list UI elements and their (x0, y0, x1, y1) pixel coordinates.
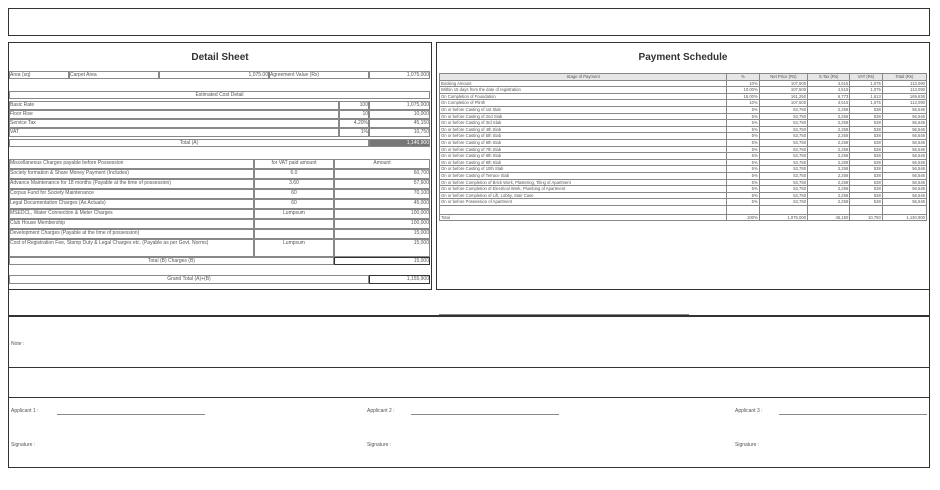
cost-cell: 10,000 (369, 110, 430, 119)
applicant-1-line[interactable] (57, 414, 205, 415)
table-row (440, 113, 927, 120)
misc-cell: Advance Maintenance for 18 months (Payable at the time of possession) (9, 179, 254, 189)
misc-header: for VAT paid amount (254, 159, 334, 169)
misc-total-value: 15,000 (334, 257, 430, 265)
total-cell: 10,750 (850, 214, 883, 221)
table-cell: 10.00% (727, 87, 759, 94)
applicant-2-line[interactable] (411, 414, 559, 415)
table-cell: 2,258 (808, 120, 850, 127)
misc-cell: 3.60 (254, 179, 334, 189)
table-row (440, 80, 927, 87)
table-cell: On or before Casting of 1st Slab (440, 106, 727, 113)
table-cell: 56,546 (882, 159, 926, 166)
table-cell: On or before Casting of 8th Slab (440, 153, 727, 160)
misc-header: Amount (334, 159, 430, 169)
table-cell: 53,750 (759, 113, 807, 120)
misc-cell: 45,000 (334, 199, 430, 209)
header-cell: 1,075.00 (159, 71, 269, 79)
table-cell: 53,750 (759, 146, 807, 153)
table-cell: 169,636 (882, 93, 926, 100)
table-cell: 53,750 (759, 172, 807, 179)
table-cell: 107,500 (759, 100, 807, 107)
table-cell: 56,546 (882, 120, 926, 127)
table-cell: On or before Casting of 4th Slab (440, 126, 727, 133)
table-cell: On Completion of Foundation (440, 93, 727, 100)
col-header: VAT (Rs) (850, 74, 883, 81)
table-cell: On or before Casting of 5th Slab (440, 133, 727, 140)
table-cell: 5% (727, 166, 759, 173)
signature-1-label: Signature : (11, 442, 36, 448)
table-cell: 53,750 (759, 139, 807, 146)
table-row (440, 153, 927, 160)
misc-cell: MSEDCL, Water Connection & Meter Charges (9, 209, 254, 219)
table-cell: 538 (850, 113, 883, 120)
col-header: Total (Rs) (882, 74, 926, 81)
total-cell: 1,130,900 (882, 214, 926, 221)
table-cell: 53,750 (759, 126, 807, 133)
table-cell: 107,500 (759, 87, 807, 94)
spacer-row (440, 205, 927, 214)
table-cell: 538 (850, 153, 883, 160)
header-cell: Carpet Area (69, 71, 159, 79)
misc-cell: 100,000 (334, 209, 430, 219)
cost-cell: 1,075,000 (369, 101, 430, 110)
applicant-2-label: Applicant 2 : (367, 408, 395, 414)
detail-sheet-panel (8, 42, 432, 290)
table-cell: 56,546 (882, 179, 926, 186)
misc-cell: 60 (254, 199, 334, 209)
notes-area (8, 316, 930, 368)
misc-cell: 70,100 (334, 189, 430, 199)
table-cell: 5% (727, 192, 759, 199)
table-cell: On or before Casting of 3rd Slab (440, 120, 727, 127)
table-cell: 538 (850, 159, 883, 166)
table-cell: 538 (850, 126, 883, 133)
table-row (440, 166, 927, 173)
table-cell: 2,258 (808, 113, 850, 120)
table-cell: 5% (727, 179, 759, 186)
table-cell: 5% (727, 139, 759, 146)
table-row (440, 133, 927, 140)
misc-header: Miscellaneous Charges payable before Possession (9, 159, 254, 169)
cost-total-value: 1,140,900 (369, 139, 430, 147)
table-cell: 538 (850, 186, 883, 193)
table-cell: 53,750 (759, 153, 807, 160)
table-cell: 4,515 (808, 87, 850, 94)
header-cell: Area (sq) (9, 71, 69, 79)
table-cell: 113,090 (882, 87, 926, 94)
table-cell: 2,258 (808, 153, 850, 160)
table-cell: 2,258 (808, 139, 850, 146)
table-cell: 538 (850, 199, 883, 206)
table-cell: 5% (727, 153, 759, 160)
detail-sheet-title: Detail Sheet (191, 52, 249, 63)
table-row (440, 199, 927, 206)
total-cell: 1,075,000 (759, 214, 807, 221)
table-cell: On or before Casting of 10th Slab (440, 166, 727, 173)
table-cell: 1,075 (850, 100, 883, 107)
payment-header-row (440, 74, 927, 81)
table-cell: On or before Casting of 6th Slab (440, 139, 727, 146)
table-cell: 2,258 (808, 159, 850, 166)
cost-cell: 10 (339, 110, 369, 119)
payment-schedule-table (439, 73, 927, 221)
table-cell: 5% (727, 106, 759, 113)
table-cell: 56,546 (882, 192, 926, 199)
table-row (440, 146, 927, 153)
misc-cell: Club House Membership (9, 219, 254, 229)
table-cell: 2,258 (808, 172, 850, 179)
table-cell: 1,075 (850, 80, 883, 87)
applicant-3-label: Applicant 3 : (735, 408, 763, 414)
cost-cell: VAT (9, 128, 339, 137)
table-cell: 53,750 (759, 106, 807, 113)
table-row (440, 186, 927, 193)
applicant-1-label: Applicant 1 : (11, 408, 39, 414)
table-cell: 1,613 (850, 93, 883, 100)
table-cell: 10% (727, 80, 759, 87)
grand-total-value: 1,155,900 (369, 275, 430, 284)
table-cell: 2,258 (808, 133, 850, 140)
table-row (440, 192, 927, 199)
table-row (440, 172, 927, 179)
table-cell: On or before Completion of Lift, Lobby, Stair Case (440, 192, 727, 199)
misc-cell: Development Charges (Payable at the time of possession) (9, 229, 254, 239)
misc-cell: 15,000 (334, 229, 430, 239)
cost-cell: 100 (339, 101, 369, 110)
misc-cell: Corpus Fund for Society Maintenance (9, 189, 254, 199)
table-cell: 2,258 (808, 179, 850, 186)
table-cell: 538 (850, 120, 883, 127)
cost-cell: Floor Rise (9, 110, 339, 119)
header-cell: Agreement Value (Rs) (269, 71, 369, 79)
col-header: Stage of Payment (440, 74, 727, 81)
col-header: Net Price (Rs) (759, 74, 807, 81)
misc-cell: Lumpsum (254, 239, 334, 257)
table-cell: 56,546 (882, 172, 926, 179)
table-cell: 56,546 (882, 139, 926, 146)
table-cell (808, 205, 850, 214)
table-cell: 113,090 (882, 100, 926, 107)
total-cell: 45,150 (808, 214, 850, 221)
table-cell (440, 205, 727, 214)
table-cell: Booking Amount (440, 80, 727, 87)
table-cell: 56,546 (882, 113, 926, 120)
table-cell: 53,750 (759, 179, 807, 186)
table-cell: On or before Casting of 7th Slab (440, 146, 727, 153)
cost-cell: 45,150 (369, 119, 430, 128)
table-cell (727, 205, 759, 214)
table-cell: 56,546 (882, 146, 926, 153)
col-header: S.Tax (Rs) (808, 74, 850, 81)
cost-cell: Basic Rate (9, 101, 339, 110)
notes-label: Note : (11, 341, 25, 347)
table-row (440, 87, 927, 94)
table-cell: 53,750 (759, 133, 807, 140)
cost-cell: Service Tax (9, 119, 339, 128)
table-cell: 538 (850, 146, 883, 153)
misc-cell: 15,000 (334, 239, 430, 257)
table-cell: On or before Casting of 9th Slab (440, 159, 727, 166)
table-cell: 56,546 (882, 153, 926, 160)
table-cell: 5% (727, 133, 759, 140)
applicant-3-line[interactable] (779, 414, 927, 415)
misc-cell: 60,700 (334, 169, 430, 179)
table-cell: 56,546 (882, 186, 926, 193)
cost-cell: 1% (339, 128, 369, 137)
table-row (440, 179, 927, 186)
table-cell: On or before Possession of Apartment (440, 199, 727, 206)
table-cell: 5% (727, 172, 759, 179)
table-row (440, 100, 927, 107)
misc-cell: Lumpsum (254, 209, 334, 219)
header-box (8, 8, 930, 36)
table-cell: 56,546 (882, 166, 926, 173)
table-cell: On Completion of Plinth (440, 100, 727, 107)
table-cell: 538 (850, 133, 883, 140)
table-cell: 5% (727, 113, 759, 120)
header-cell: 1,075,000 (369, 71, 430, 79)
table-cell: 113,090 (882, 80, 926, 87)
table-cell: Within 15 days from the date of registration (440, 87, 727, 94)
table-cell: 53,750 (759, 166, 807, 173)
table-cell: 538 (850, 106, 883, 113)
table-cell: On or before Casting of 2nd Slab (440, 113, 727, 120)
table-cell: 538 (850, 179, 883, 186)
misc-cell: 57,600 (334, 179, 430, 189)
table-row (440, 139, 927, 146)
misc-total-label: Total (B) Charges (B) (9, 257, 334, 265)
table-cell: 161,250 (759, 93, 807, 100)
signature-2-label: Signature : (367, 442, 392, 448)
payment-schedule-panel (436, 42, 930, 290)
payment-schedule-title: Payment Schedule (638, 52, 728, 63)
table-row (440, 159, 927, 166)
table-cell: 4,515 (808, 100, 850, 107)
misc-cell: Legal Documentation Charges (As Actuals) (9, 199, 254, 209)
misc-cell: Society formation & Share Money Payment (Includes) (9, 169, 254, 179)
table-cell: 2,258 (808, 192, 850, 199)
table-cell: 2,258 (808, 126, 850, 133)
cost-detail-title: Estimated Cost Detail (9, 91, 430, 99)
misc-cell: 60 (254, 189, 334, 199)
table-cell: 1,075 (850, 87, 883, 94)
blank-row (8, 368, 930, 398)
table-cell (882, 205, 926, 214)
total-row (440, 214, 927, 221)
table-cell: 53,750 (759, 192, 807, 199)
signature-3-label: Signature : (735, 442, 760, 448)
misc-cell: Cost of Registration Fee, Stamp Duty & Legal Charges etc. (Payable as per Govt. Norms) (9, 239, 254, 257)
misc-cell: 6.0 (254, 169, 334, 179)
table-cell: 2,258 (808, 166, 850, 173)
table-cell: 2,258 (808, 199, 850, 206)
cost-cell: 4.20% (339, 119, 369, 128)
table-cell: 538 (850, 166, 883, 173)
col-header: % (727, 74, 759, 81)
table-row (440, 126, 927, 133)
misc-cell (254, 229, 334, 239)
table-cell: 2,258 (808, 106, 850, 113)
table-cell: 4,515 (808, 80, 850, 87)
cost-cell: 10,750 (369, 128, 430, 137)
signature-area (8, 398, 930, 468)
table-cell: 2,258 (808, 146, 850, 153)
table-cell: On or before Casting of Terrace Slab (440, 172, 727, 179)
total-cell: 100% (727, 214, 759, 221)
table-cell: 5% (727, 159, 759, 166)
table-cell: 53,750 (759, 159, 807, 166)
table-cell: 53,750 (759, 120, 807, 127)
table-row (440, 106, 927, 113)
cost-total-label: Total (A) (9, 139, 369, 147)
table-cell: 5% (727, 199, 759, 206)
table-cell: 6,773 (808, 93, 850, 100)
table-cell: On or before Completion of Brick Work, Plastering, Tiling of Apartment (440, 179, 727, 186)
table-cell: 53,750 (759, 199, 807, 206)
table-cell: 53,750 (759, 186, 807, 193)
table-cell: 538 (850, 139, 883, 146)
misc-cell (254, 219, 334, 229)
table-cell: 538 (850, 192, 883, 199)
table-cell: 107,500 (759, 80, 807, 87)
table-cell: 10% (727, 100, 759, 107)
table-cell: 5% (727, 120, 759, 127)
table-cell: 56,546 (882, 199, 926, 206)
table-cell: 538 (850, 172, 883, 179)
table-cell: 5% (727, 186, 759, 193)
table-cell: 56,546 (882, 133, 926, 140)
table-cell: 15.00% (727, 93, 759, 100)
table-cell: 5% (727, 126, 759, 133)
table-row (440, 120, 927, 127)
table-cell (850, 205, 883, 214)
blank-area (8, 290, 930, 316)
table-cell: 2,258 (808, 186, 850, 193)
total-cell: Total (440, 214, 727, 221)
payment-rows (440, 80, 927, 221)
divider (439, 314, 689, 315)
table-cell: 5% (727, 146, 759, 153)
table-cell: 56,546 (882, 106, 926, 113)
table-row (440, 93, 927, 100)
table-cell: On or before Completion of Electrical Work, Plumbing of Apartment (440, 186, 727, 193)
table-cell: 56,546 (882, 126, 926, 133)
grand-total-label: Grand Total (A)+(B) (9, 275, 369, 284)
misc-cell: 100,000 (334, 219, 430, 229)
table-cell (759, 205, 807, 214)
